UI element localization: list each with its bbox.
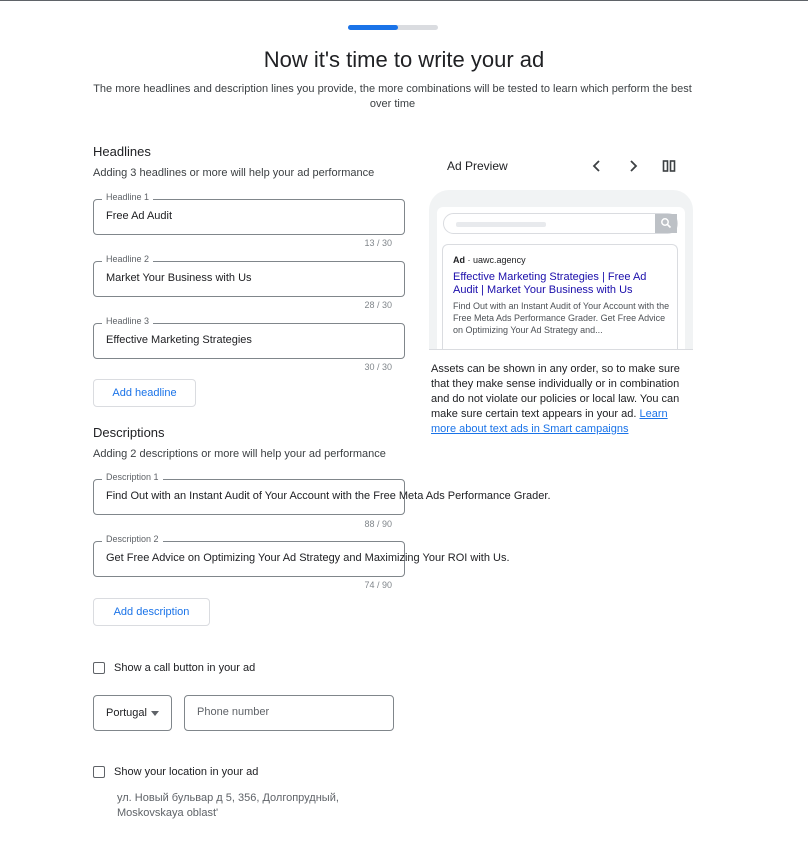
search-placeholder-bar [456,222,546,227]
location-label[interactable]: Show your location in your ad [114,766,259,778]
ad-description: Find Out with an Instant Audit of Your Account with the Free Meta Ads Performance Grader. Get Free Advice on Optimizing Your Ad Strategy and... [453,301,670,335]
headline-2-value[interactable]: Market Your Business with Us [106,272,252,284]
headline-1-label: Headline 1 [102,192,153,202]
mock-search-bar [443,213,678,234]
description-1-value[interactable]: Find Out with an Instant Audit of Your Account with the Free Meta Ads Performance Grader. [106,490,551,502]
progress-bar [348,25,438,30]
call-button-checkbox[interactable] [93,662,105,674]
country-select[interactable] [93,695,172,731]
headlines-help: Adding 3 headlines or more will help your ad performance [93,167,375,179]
ad-tag: Ad [453,255,465,265]
description-1-field[interactable] [93,472,551,515]
location-address: ул. Новый бульвар д 5, 356, Долгопрудный, Moskovskaya oblast' [117,792,339,819]
headline-3-field[interactable] [93,316,405,359]
chevron-right-icon[interactable] [625,158,641,174]
learn-more-link[interactable]: Learn more about text ads in Smart campaigns [431,408,668,435]
description-2-label: Description 2 [102,534,163,544]
phone-number-field[interactable] [184,695,394,731]
caret-down-icon [151,711,159,716]
phone-mockup [429,190,693,350]
descriptions-title: Descriptions [93,425,165,440]
headline-2-label: Headline 2 [102,254,153,264]
ad-preview-card [442,244,678,350]
description-1-counter: 88 / 90 [364,519,392,529]
add-description-button[interactable]: Add description [93,598,210,626]
headline-2-counter: 28 / 30 [364,300,392,310]
preview-note-text: Assets can be shown in any order, so to make sure that they make sense individually or in combination and do not violate our policies or local law. You can make sure certain text appears in your ad. [431,363,680,420]
top-border [0,0,808,1]
description-2-value[interactable]: Get Free Advice on Optimizing Your Ad Strategy and Maximizing Your ROI with Us. [106,552,510,564]
chevron-left-icon[interactable] [589,158,605,174]
headlines-title: Headlines [93,144,151,159]
page-subtitle: The more headlines and description lines you provide, the more combinations will be tested to learn which perform the best over time [93,83,692,110]
ad-separator: · [467,255,471,265]
search-icon [655,214,677,233]
page-title: Now it's time to write your ad [263,47,545,72]
descriptions-help: Adding 2 descriptions or more will help your ad performance [93,448,386,460]
description-1-label: Description 1 [102,472,163,482]
ad-domain: uawc.agency [473,255,526,265]
headline-3-label: Headline 3 [102,316,153,326]
description-2-field[interactable] [93,534,510,577]
ad-headline: Effective Marketing Strategies | Free Ad Audit | Market Your Business with Us [453,271,647,296]
headline-1-value[interactable]: Free Ad Audit [106,210,173,222]
country-value: Portugal [106,707,147,719]
headline-1-counter: 13 / 30 [364,238,392,248]
ad-meta [453,255,526,265]
progress-bar-fill [348,25,398,30]
add-headline-button[interactable]: Add headline [93,379,196,407]
call-button-label[interactable]: Show a call button in your ad [114,662,256,674]
description-2-counter: 74 / 90 [364,580,392,590]
headline-1-field[interactable] [93,192,405,235]
phone-screen [437,207,685,350]
phone-number-input[interactable] [197,706,377,718]
preview-note [431,362,686,437]
columns-icon[interactable] [661,158,677,174]
headline-3-counter: 30 / 30 [364,362,392,372]
headline-2-field[interactable] [93,254,405,297]
headline-3-value[interactable]: Effective Marketing Strategies [106,334,252,346]
ad-preview-title: Ad Preview [447,159,508,173]
location-checkbox[interactable] [93,766,105,778]
preview-divider [429,349,693,350]
